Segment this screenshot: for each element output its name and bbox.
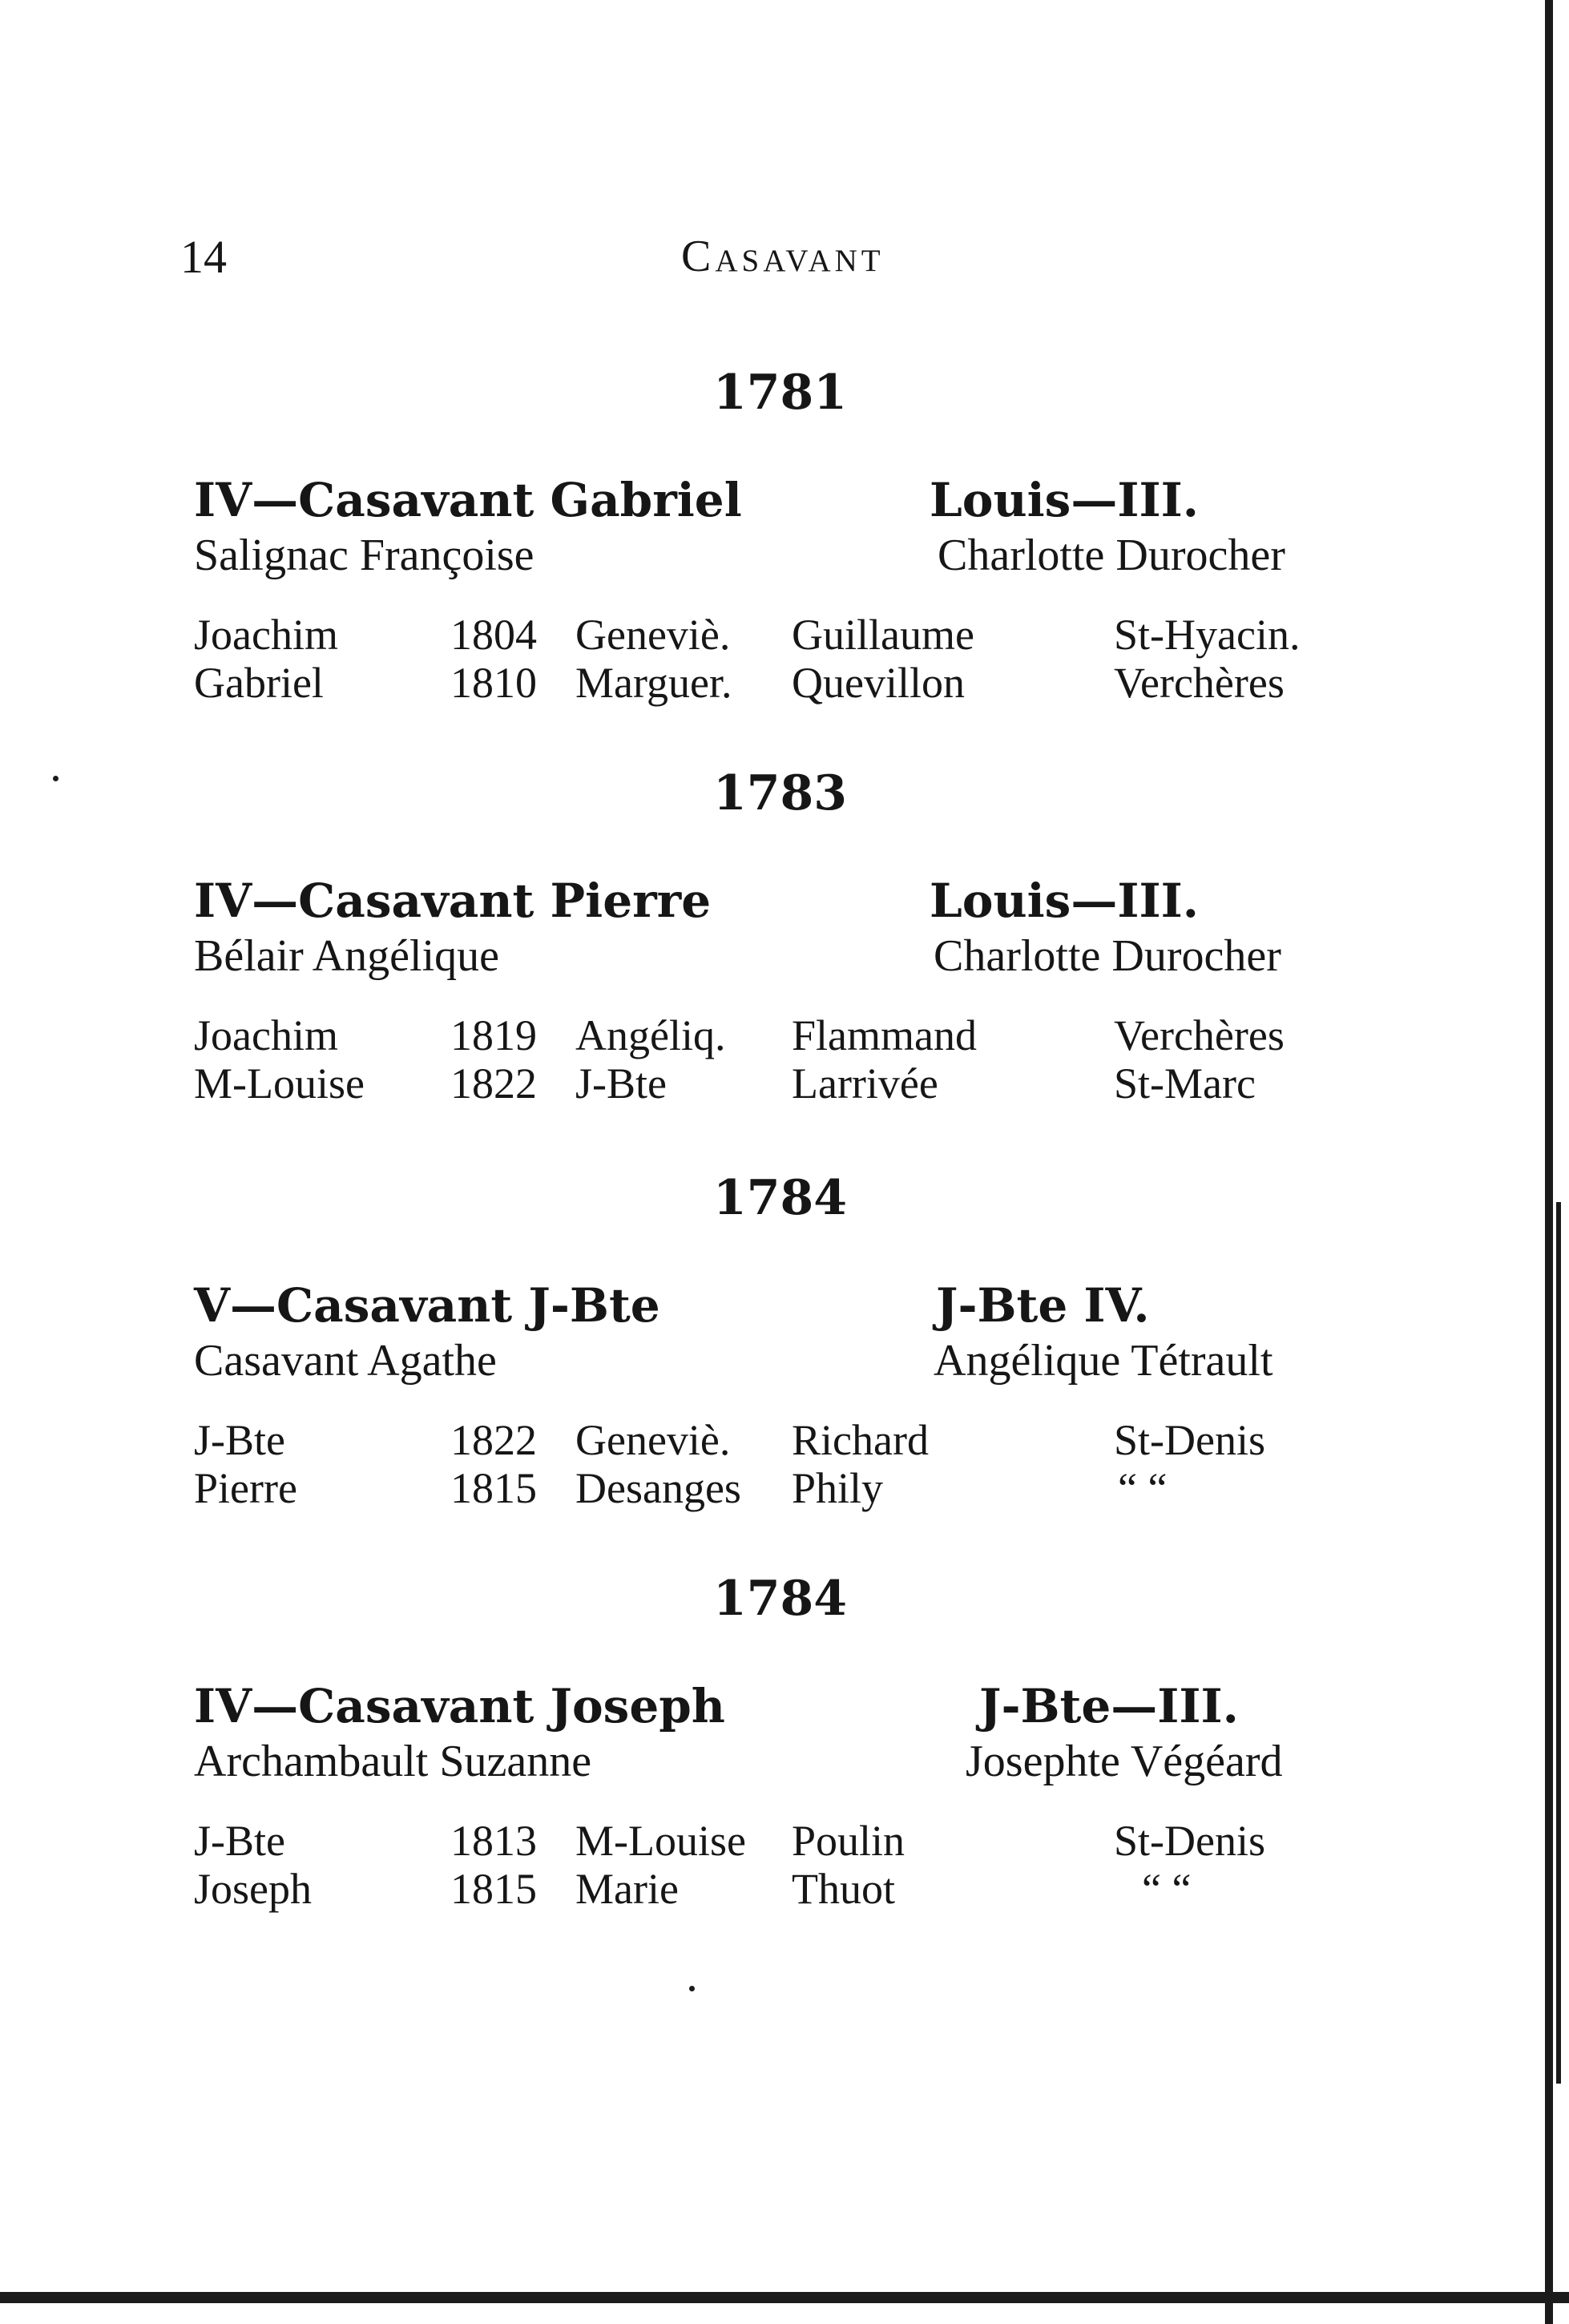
- spouse-last-name: Guillaume: [792, 611, 974, 659]
- entry-year: 1781: [713, 365, 847, 421]
- marriage-place: “ “: [1142, 1865, 1192, 1913]
- mother-name: Angélique Tétrault: [934, 1336, 1273, 1386]
- wife-name: Salignac Françoise: [194, 531, 534, 580]
- child-row: [0, 1418, 1569, 1467]
- husband-heading: V—Casavant J-Bte: [194, 1278, 660, 1333]
- page-number: 14: [180, 231, 227, 283]
- father-heading: Louis—III.: [930, 874, 1199, 928]
- husband-heading: IV—Casavant Gabriel: [194, 473, 742, 527]
- husband-heading: IV—Casavant Pierre: [194, 874, 712, 928]
- wife-name: Bélair Angélique: [194, 931, 500, 981]
- marriage-place: St-Denis: [1114, 1416, 1265, 1464]
- spouse-first-name: Marguer.: [575, 659, 732, 707]
- spouse-last-name: Richard: [792, 1416, 929, 1464]
- spouse-last-name: Flammand: [792, 1011, 977, 1059]
- wife-name: Archambault Suzanne: [194, 1737, 592, 1786]
- page-edge-right: [1545, 0, 1553, 2324]
- marriage-year: 1813: [450, 1817, 537, 1865]
- husband-heading: IV—Casavant Joseph: [194, 1679, 725, 1733]
- marriage-year: 1822: [450, 1416, 537, 1464]
- ink-speck: [689, 1986, 695, 1991]
- marriage-place: St-Hyacin.: [1114, 611, 1301, 659]
- spouse-first-name: Geneviè.: [575, 1416, 731, 1464]
- entry-year: 1784: [713, 1571, 847, 1627]
- marriage-place: Verchères: [1114, 659, 1285, 707]
- marriage-place: Verchères: [1114, 1011, 1285, 1059]
- child-name: Gabriel: [194, 659, 324, 707]
- spouse-last-name: Quevillon: [792, 659, 965, 707]
- spouse-first-name: Desanges: [575, 1464, 741, 1512]
- father-heading: J-Bte IV.: [936, 1278, 1150, 1333]
- child-name: Joachim: [194, 611, 338, 659]
- spouse-first-name: M-Louise: [575, 1817, 746, 1865]
- child-row: [0, 1867, 1569, 1915]
- marriage-year: 1804: [450, 611, 537, 659]
- mother-name: Charlotte Durocher: [934, 931, 1281, 981]
- child-row: [0, 661, 1569, 709]
- marriage-year: 1815: [450, 1464, 537, 1512]
- page-edge-shadow: [1556, 1202, 1561, 2084]
- mother-name: Josephte Végéard: [966, 1737, 1283, 1786]
- ink-speck: [53, 776, 58, 781]
- marriage-year: 1810: [450, 659, 537, 707]
- father-heading: Louis—III.: [930, 473, 1199, 527]
- mother-name: Charlotte Durocher: [938, 531, 1285, 580]
- marriage-year: 1815: [450, 1865, 537, 1913]
- spouse-first-name: Marie: [575, 1865, 679, 1913]
- page-edge-bottom: [0, 2292, 1569, 2303]
- spouse-first-name: Geneviè.: [575, 611, 731, 659]
- marriage-place: St-Marc: [1114, 1059, 1256, 1108]
- entry-year: 1784: [713, 1170, 847, 1226]
- marriage-place: St-Denis: [1114, 1817, 1265, 1865]
- marriage-place: “ “: [1118, 1464, 1168, 1512]
- marriage-year: 1819: [450, 1011, 537, 1059]
- child-name: Joseph: [194, 1865, 312, 1913]
- child-name: J-Bte: [194, 1416, 285, 1464]
- child-row: [0, 1011, 1569, 1062]
- father-heading: J-Bte—III.: [979, 1679, 1239, 1733]
- spouse-last-name: Poulin: [792, 1817, 906, 1865]
- child-name: Joachim: [194, 1011, 338, 1059]
- child-row: [0, 1059, 1569, 1110]
- running-head: Casavant: [681, 232, 885, 281]
- child-name: J-Bte: [194, 1817, 285, 1865]
- child-row: [0, 1819, 1569, 1867]
- spouse-last-name: Phily: [792, 1464, 884, 1512]
- child-name: M-Louise: [194, 1059, 365, 1108]
- child-row: [0, 1464, 1569, 1515]
- marriage-year: 1822: [450, 1059, 537, 1108]
- spouse-last-name: Larrivée: [792, 1059, 938, 1108]
- entry-year: 1783: [713, 765, 847, 821]
- child-row: [0, 613, 1569, 661]
- spouse-first-name: Angéliq.: [575, 1011, 726, 1059]
- spouse-first-name: J-Bte: [575, 1059, 667, 1108]
- child-name: Pierre: [194, 1464, 297, 1512]
- wife-name: Casavant Agathe: [194, 1336, 497, 1386]
- spouse-last-name: Thuot: [792, 1865, 895, 1913]
